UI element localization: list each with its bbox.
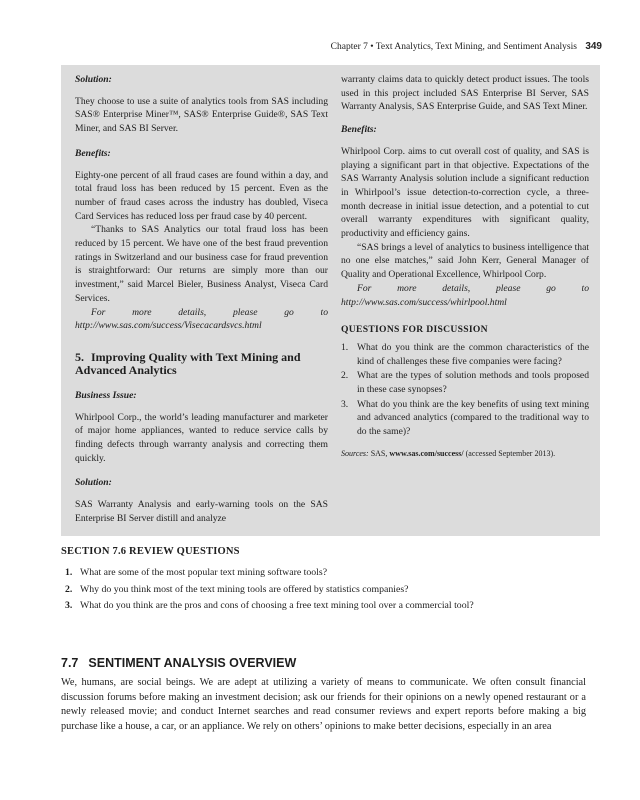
review-questions (65, 566, 495, 616)
right-column (341, 73, 589, 461)
sources-line: Sources: SAS, www.sas.com/success/ (accessed September 2013). (341, 448, 556, 458)
header-chapter: Chapter 7 (330, 42, 368, 52)
benefits-quote: “Thanks to SAS Analytics our total fraud loss has been reduced by 15 percent. We have one of the best fraud prevention ratings in Switzerland and our business case for fraud prevention is straightforward: Our returns are simply more than our investment,” said Marcel Bieler, Business Analyst, Viseca Card Services. (75, 224, 328, 304)
solution-text: They choose to use a suite of analytics tools from SAS including SAS® Enterprise Miner™, SAS® Enterprise Guide®, SAS Text Miner, and SAS BI Server. (75, 95, 328, 135)
solution2-text: SAS Warranty Analysis and early-warning tools on the SAS Enterprise BI Server distill and analyze (75, 499, 328, 524)
business-issue-heading: Business Issue: (75, 389, 137, 401)
section-body (61, 676, 586, 734)
benefits-heading: Benefits: (75, 147, 111, 159)
section-number: 7.7 (61, 656, 79, 670)
questions-heading: QUESTIONS FOR DISCUSSION (341, 324, 488, 336)
section-heading (61, 656, 296, 670)
review-item: 1. What are some of the most popular text mining software tools? (65, 567, 328, 578)
case-number: 5. (75, 349, 84, 364)
section-title: SENTIMENT ANALYSIS OVERVIEW (88, 656, 297, 670)
case-heading (75, 351, 328, 377)
review-item: 2. Why do you think most of the text mining tools are offered by statistics companies? (65, 583, 409, 595)
review-item: 3. What do you think are the pros and cons of choosing a free text mining tool over a commercial tool? (65, 600, 474, 612)
question-item: 3. What do you think are the key benefits of using text mining and advanced analytics (compared to the traditional way to do the same)? (341, 398, 589, 438)
sources-link[interactable]: www.sas.com/success/ (389, 448, 464, 458)
more-details-link-2[interactable]: For more details, please go to http://www.sas.com/success/whirlpool.html (341, 282, 589, 308)
case-title: Improving Quality with Text Mining and Advanced Analytics (75, 349, 301, 377)
header-bullet: • (370, 42, 374, 52)
benefits2-quote: “SAS brings a level of analytics to business intelligence that no one else matches,” said John Kerr, General Manager of Quality and Operational Excellence, Whirlpool Corp. (341, 241, 589, 281)
question-item: 1. What do you think are the common characteristics of the kind of challenges these five companies were facing? (341, 341, 589, 367)
more-details-link[interactable]: For more details, please go to http://www.sas.com/success/Visecacardsvcs.html (75, 306, 328, 332)
running-header (331, 41, 602, 52)
benefits2-paragraph: Whirlpool Corp. aims to cut overall cost of quality, and SAS is playing a significant part in that objective. Expectations of the SAS Warranty Analysis solution include a significant reduction in Whirlpool’s issue detection-to-correction cycle, a three-month decrease in initial issue detection, and a potential to cut overall warranty expenditures with significant quality, productivity and efficiency gains. (341, 145, 589, 240)
header-title: Text Analytics, Text Mining, and Sentiment Analysis (375, 42, 577, 52)
questions-list (341, 341, 589, 439)
solution2-heading: Solution: (75, 477, 112, 489)
solution-heading: Solution: (75, 74, 112, 85)
benefits2-heading: Benefits: (341, 124, 377, 136)
left-column (75, 73, 328, 526)
continued-text: warranty claims data to quickly detect product issues. The tools used in this project included SAS Enterprise BI Server, SAS Warranty Analysis, SAS Enterprise Guide, and SAS Text Miner. (341, 74, 589, 113)
benefits-paragraph: Eighty-one percent of all fraud cases are found within a day, and total fraud loss has been reduced by 15 percent. Even as the number of fraud cases across the industry has doubled, Viseca Card Services has reduced loss per fraud case by 40 percent. (75, 169, 328, 222)
question-item: 2. What are the types of solution methods and tools proposed in these case synopses? (341, 370, 589, 396)
section-paragraph: We, humans, are social beings. We are adept at utilizing a variety of means to communicate. We often consult financial discussion forums before making an investment decision; ask our friends for their opinions on a newly opened restaurant or a newly released movie; and conduct Internet searches and read consumer reviews and expert reports before making a big purchase like a house, a car, or an appliance. We rely on others’ opinions to make better decisions, especially in an area (61, 677, 586, 732)
review-section-title: SECTION 7.6 REVIEW QUESTIONS (61, 546, 240, 557)
page-number: 349 (585, 41, 602, 52)
business-issue-text: Whirlpool Corp., the world’s leading manufacturer and marketer of major home appliances, wanted to reduce service calls by finding defects through warranty analysis and correcting them quickly. (75, 411, 328, 464)
